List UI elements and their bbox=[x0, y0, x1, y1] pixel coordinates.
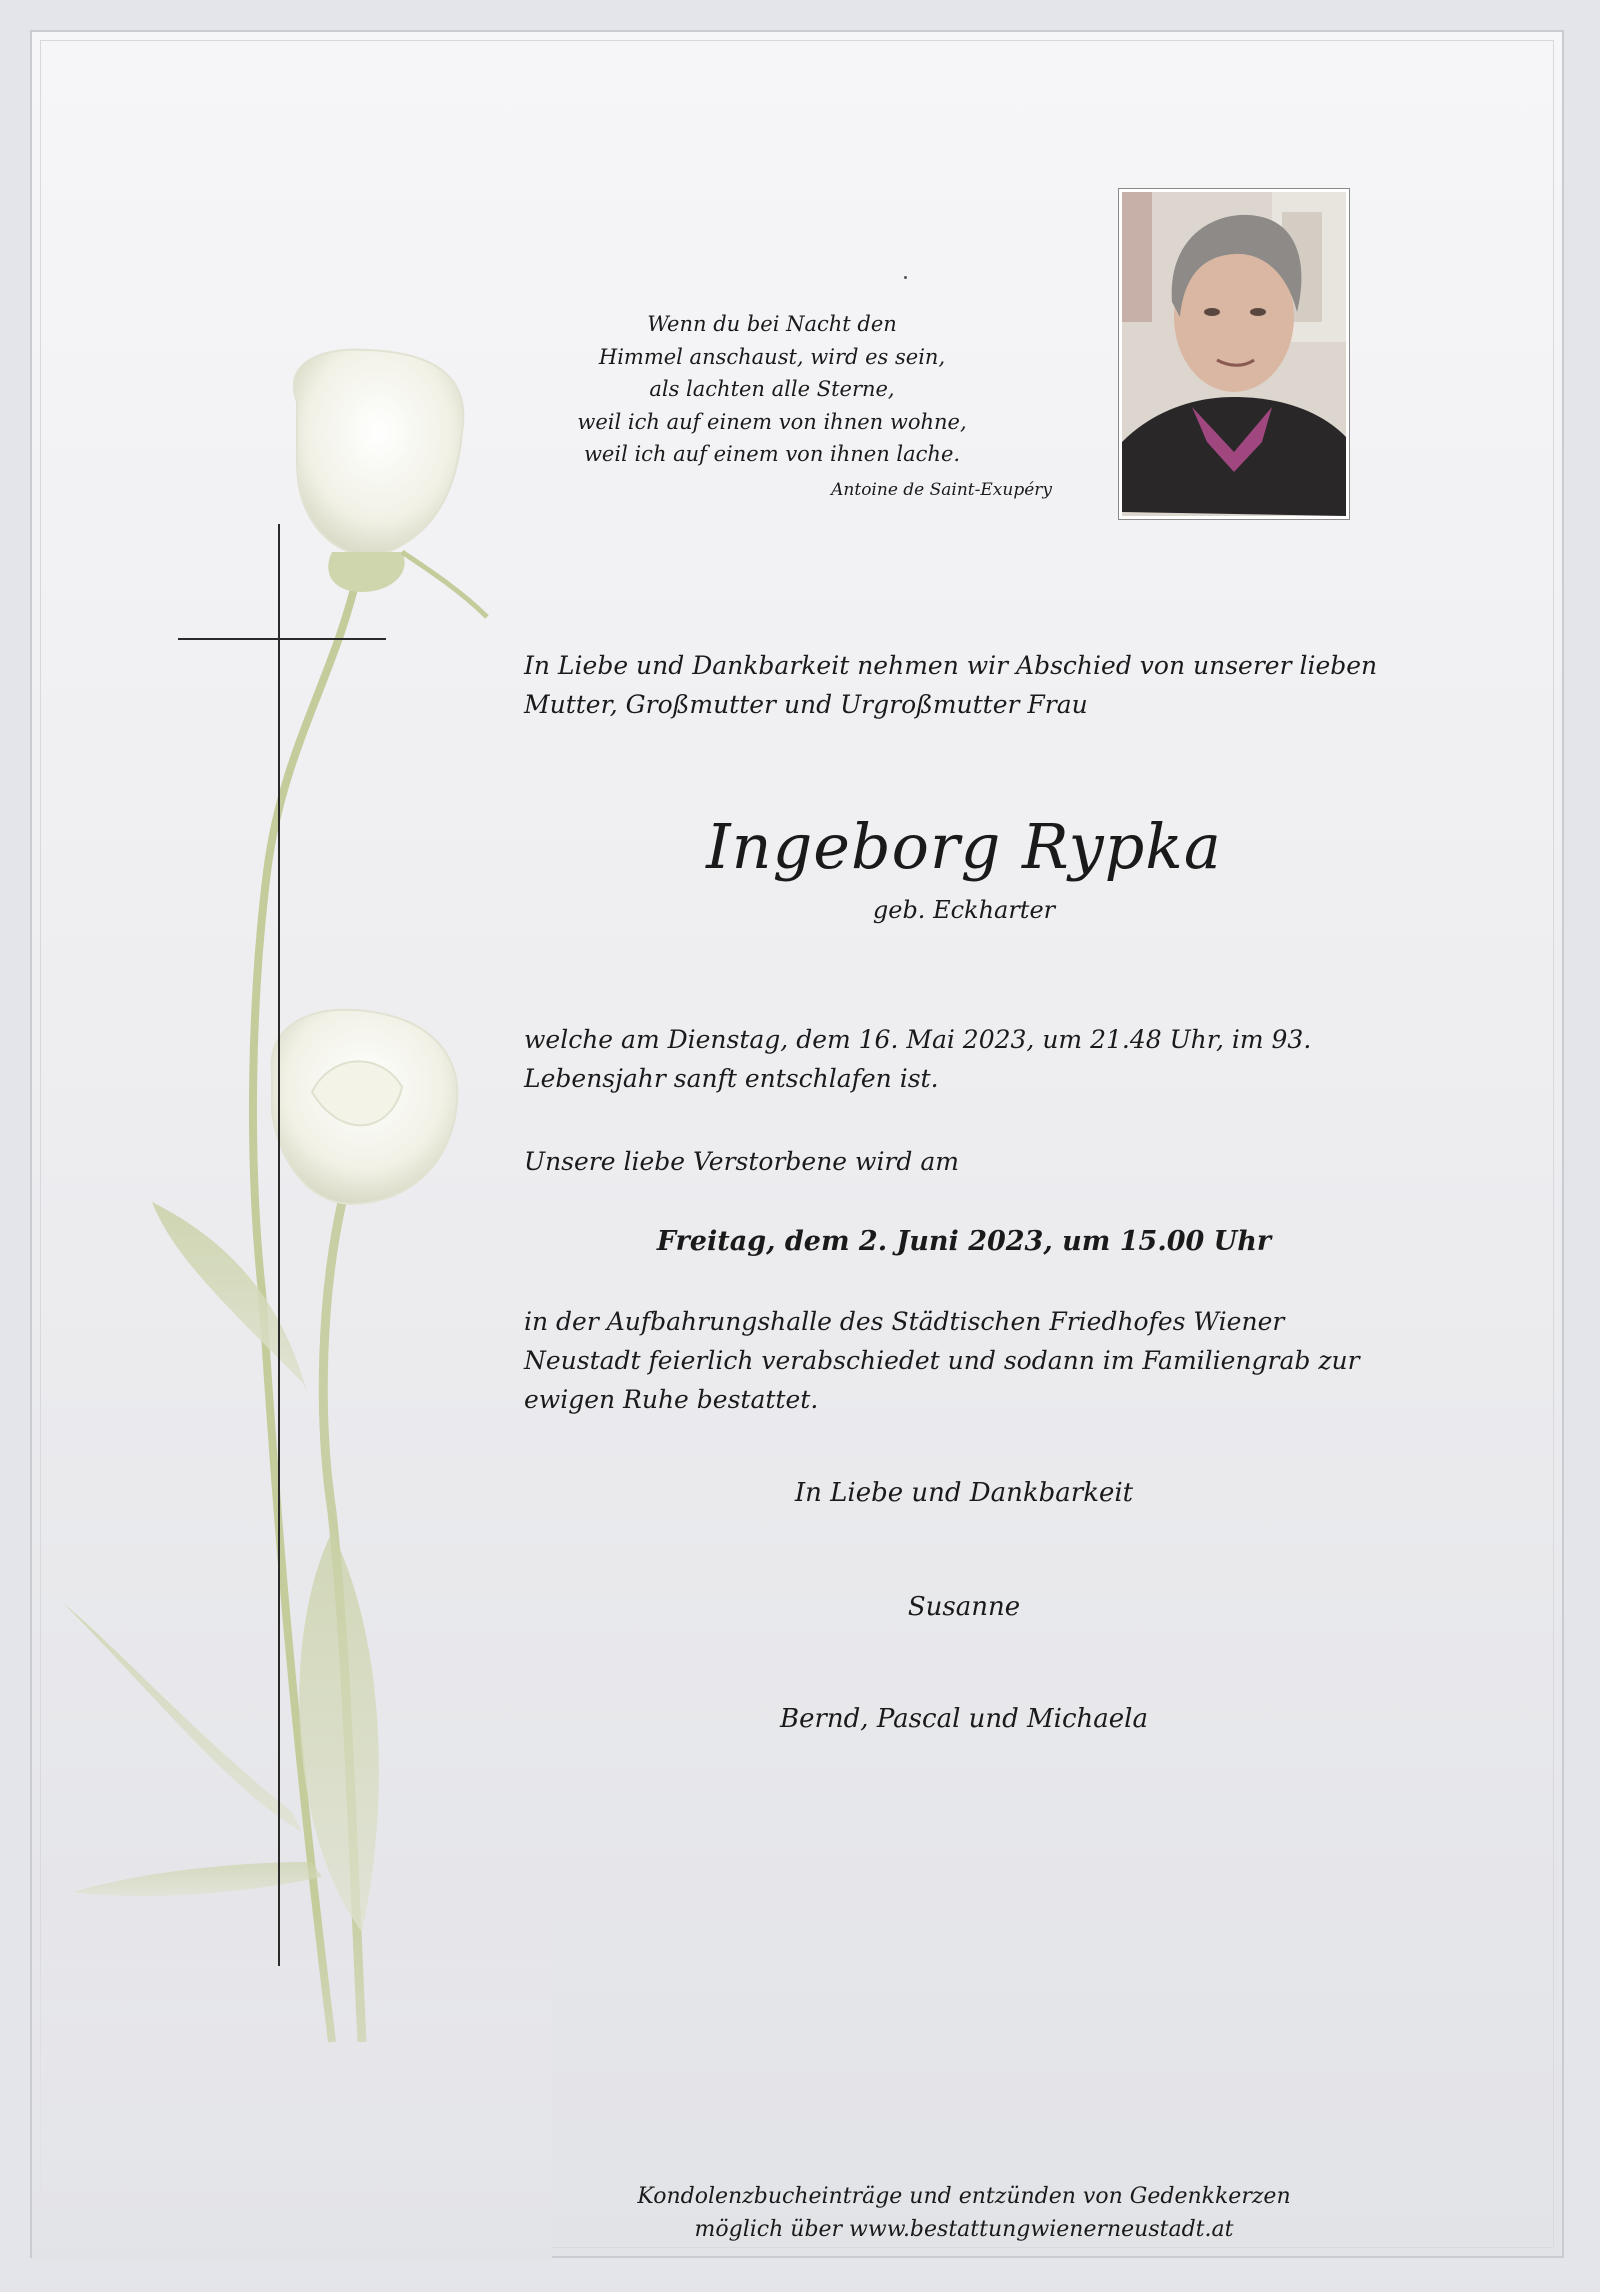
maiden-name: geb. Eckharter bbox=[872, 896, 1056, 924]
closing-phrase: In Liebe und Dankbarkeit bbox=[794, 1478, 1134, 1508]
quote-line: Himmel anschaust, wird es sein, bbox=[598, 344, 946, 369]
quote-line: weil ich auf einem von ihnen lache. bbox=[583, 442, 961, 466]
quote-line: als lachten alle Sterne, bbox=[649, 377, 895, 401]
death-details: welche am Dienstag, dem 16. Mai 2023, um 21.48 Uhr, im 93. Lebensjahr sanft entschlafen ist. bbox=[524, 1025, 1312, 1093]
footer-line: Kondolenzbucheinträge und entzünden von Gedenkkerzen bbox=[637, 2184, 1291, 2209]
cross-horizontal-bar bbox=[178, 638, 386, 640]
condolence-footer bbox=[524, 2180, 1404, 2246]
condolence-link[interactable]: möglich über www.bestattungwienerneustadt.at bbox=[694, 2217, 1234, 2242]
service-date: Freitag, dem 2. Juni 2023, um 15.00 Uhr bbox=[656, 1226, 1272, 1257]
service-place: in der Aufbahrungshalle des Städtischen Friedhofes Wiener Neustadt feierlich verabschiedet und sodann im Familiengrab zur ewigen Ruhe bestattet. bbox=[524, 1307, 1360, 1414]
decorative-dot bbox=[904, 276, 907, 279]
mourner-signature: Susanne bbox=[907, 1592, 1021, 1622]
intro-text: In Liebe und Dankbarkeit nehmen wir Abschied von unserer lieben Mutter, Großmutter und Urgroßmutter Frau bbox=[524, 651, 1378, 719]
obituary-page bbox=[30, 30, 1564, 2258]
mourner-signature: Bernd, Pascal und Michaela bbox=[780, 1704, 1148, 1734]
memorial-quote bbox=[572, 308, 972, 471]
deceased-name: Ingeborg Rypka bbox=[706, 810, 1222, 883]
quote-author: Antoine de Saint-Exupéry bbox=[831, 480, 1052, 500]
portrait-photo bbox=[1118, 188, 1350, 520]
quote-line: weil ich auf einem von ihnen wohne, bbox=[577, 409, 967, 434]
white-rose-illustration bbox=[32, 32, 552, 2260]
farewell-notice: Unsere liebe Verstorbene wird am bbox=[524, 1147, 959, 1176]
quote-line: Wenn du bei Nacht den bbox=[647, 312, 897, 336]
cross-vertical-bar bbox=[278, 524, 280, 1966]
